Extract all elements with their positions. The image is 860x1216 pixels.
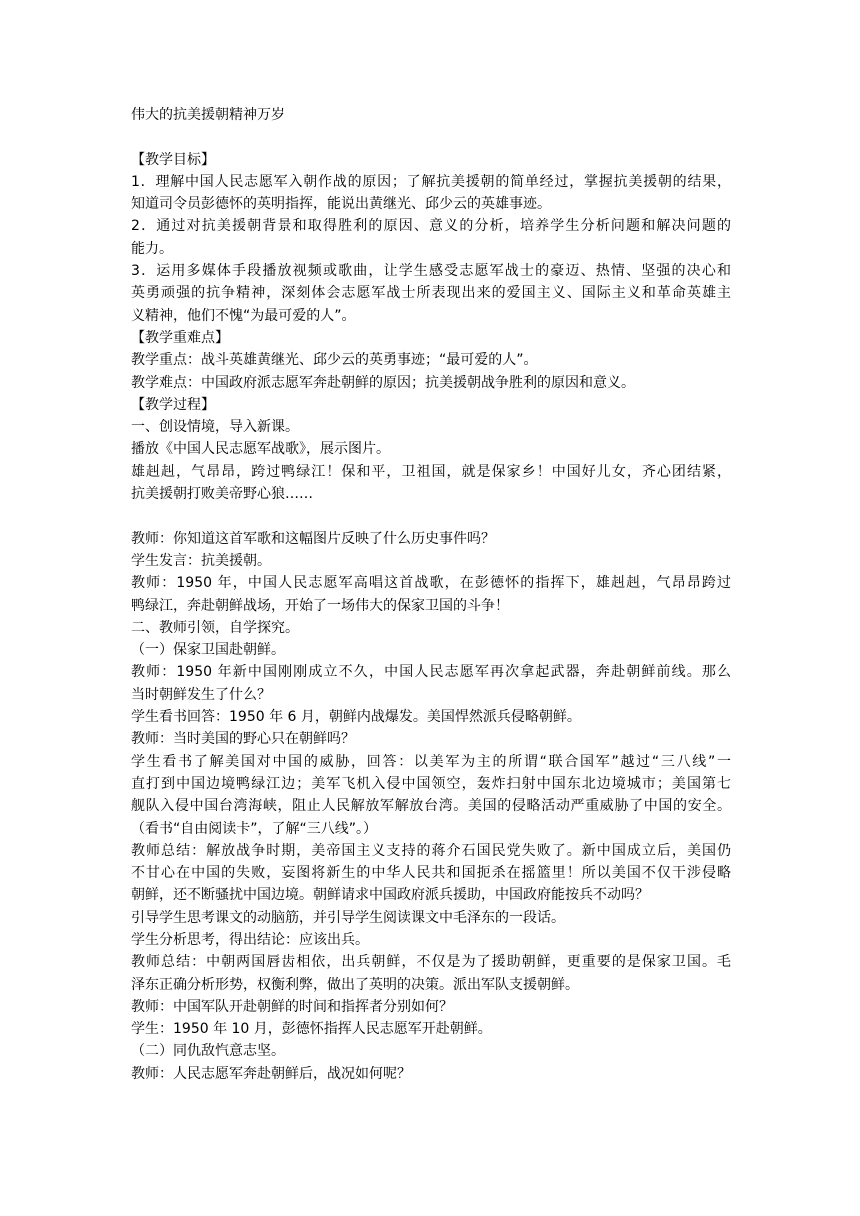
- subsection-heading: （二）同仇敌忾意志坚。: [131, 1043, 285, 1060]
- text-line: 直打到中国边境鸭绿江边；美军飞机入侵中国领空，轰炸扫射中国东北边境城市；美国第七: [131, 775, 731, 792]
- text-line: 不甘心在中国的失败，妄图将新生的中华人民共和国扼杀在摇篮里！所以美国不仅干涉侵略: [131, 865, 731, 882]
- section-heading-process: 【教学过程】: [131, 396, 215, 413]
- text-line: 教师：中国军队开赴朝鲜的时间和指挥者分别如何？: [131, 998, 453, 1015]
- text-line: 能力。: [131, 240, 173, 257]
- blank-line: [131, 126, 731, 148]
- text-line: 1．理解中国人民志愿军入朝作战的原因；了解抗美援朝的简单经过，掌握抗美援朝的结果，: [131, 173, 731, 190]
- document-body: [131, 104, 731, 1085]
- text-line: 学生看书回答：1950 年 6 月，朝鲜内战爆发。美国悍然派兵侵略朝鲜。: [131, 709, 581, 726]
- text-line: 雄赳赳，气昂昂，跨过鸭绿江！保和平，卫祖国，就是保家乡！中国好儿女，齐心团结紧，: [131, 463, 731, 480]
- text-line: 学生发言：抗美援朝。: [131, 552, 271, 569]
- text-line: 教学重点：战斗英雄黄继光、邱少云的英勇事迹；“最可爱的人”。: [131, 352, 538, 369]
- text-line: 教师：1950 年新中国刚刚成立不久，中国人民志愿军再次拿起武器，奔赴朝鲜前线。那么: [131, 664, 731, 681]
- text-line: 英勇顽强的抗争精神，深刻体会志愿军战士所表现出来的爱国主义、国际主义和革命英雄主: [131, 285, 731, 302]
- text-line: 引导学生思考课文的动脑筋，并引导学生阅读课文中毛泽东的一段话。: [131, 909, 565, 926]
- text-line: 教师：人民志愿军奔赴朝鲜后，战况如何呢？: [131, 1065, 411, 1082]
- text-line: （看书“自由阅读卡”，了解“三八线”。）: [131, 820, 378, 837]
- text-line: 鸭绿江，奔赴朝鲜战场，开始了一场伟大的保家卫国的斗争！: [131, 597, 509, 614]
- text-line: 抗美援朝打败美帝野心狼……: [131, 486, 313, 503]
- text-line: 教师总结：中朝两国唇齿相依，出兵朝鲜，不仅是为了援助朝鲜，更重要的是保家卫国。毛: [131, 954, 731, 971]
- text-line: 学生分析思考，得出结论：应该出兵。: [131, 931, 369, 948]
- text-line: 2．通过对抗美援朝背景和取得胜利的原因、意义的分析，培养学生分析问题和解决问题的: [131, 218, 731, 235]
- text-line: 当时朝鲜发生了什么？: [131, 686, 271, 703]
- text-line: 学生看书了解美国对中国的威胁，回答：以美军为主的所谓“联合国军”越过“三八线”一: [131, 753, 731, 770]
- text-line: 舰队入侵中国台湾海峡，阻止人民解放军解放台湾。美国的侵略活动严重威胁了中国的安全。: [131, 798, 731, 815]
- text-line: 一、创设情境，导入新课。: [131, 419, 299, 436]
- blank-line: [131, 505, 731, 527]
- text-line: 教师：当时美国的野心只在朝鲜吗？: [131, 731, 355, 748]
- text-line: 播放《中国人民志愿军战歌》，展示图片。: [131, 441, 390, 458]
- subsection-heading: （一）保家卫国赴朝鲜。: [131, 642, 285, 659]
- text-line: 义精神，他们不愧“为最可爱的人”。: [131, 307, 356, 324]
- text-line: 学生：1950 年 10 月，彭德怀指挥人民志愿军开赴朝鲜。: [131, 1021, 492, 1038]
- text-line: 教师总结：解放战争时期，美帝国主义支持的蒋介石国民党失败了。新中国成立后，美国仍: [131, 842, 731, 859]
- document-title: 伟大的抗美援朝精神万岁: [131, 107, 285, 123]
- text-line: 二、教师引领，自学探究。: [131, 619, 299, 636]
- text-line: 教学难点：中国政府派志愿军奔赴朝鲜的原因；抗美援朝战争胜利的原因和意义。: [131, 374, 635, 391]
- section-heading-objectives: 【教学目标】: [131, 151, 215, 168]
- text-line: 教师：1950 年，中国人民志愿军高唱这首战歌，在彭德怀的指挥下，雄赳赳，气昂昂跨过: [131, 575, 731, 592]
- text-line: 泽东正确分析形势，权衡利弊，做出了英明的决策。派出军队支援朝鲜。: [131, 976, 579, 993]
- text-line: 朝鲜，还不断骚扰中国边境。朝鲜请求中国政府派兵援助，中国政府能按兵不动吗？: [131, 887, 649, 904]
- text-line: 3．运用多媒体手段播放视频或歌曲，让学生感受志愿军战士的豪迈、热情、坚强的决心和: [131, 263, 731, 280]
- text-line: 知道司令员彭德怀的英明指挥，能说出黄继光、邱少云的英雄事迹。: [131, 196, 551, 213]
- section-heading-key-points: 【教学重难点】: [131, 329, 229, 346]
- text-line: 教师：你知道这首军歌和这幅图片反映了什么历史事件吗？: [131, 530, 495, 547]
